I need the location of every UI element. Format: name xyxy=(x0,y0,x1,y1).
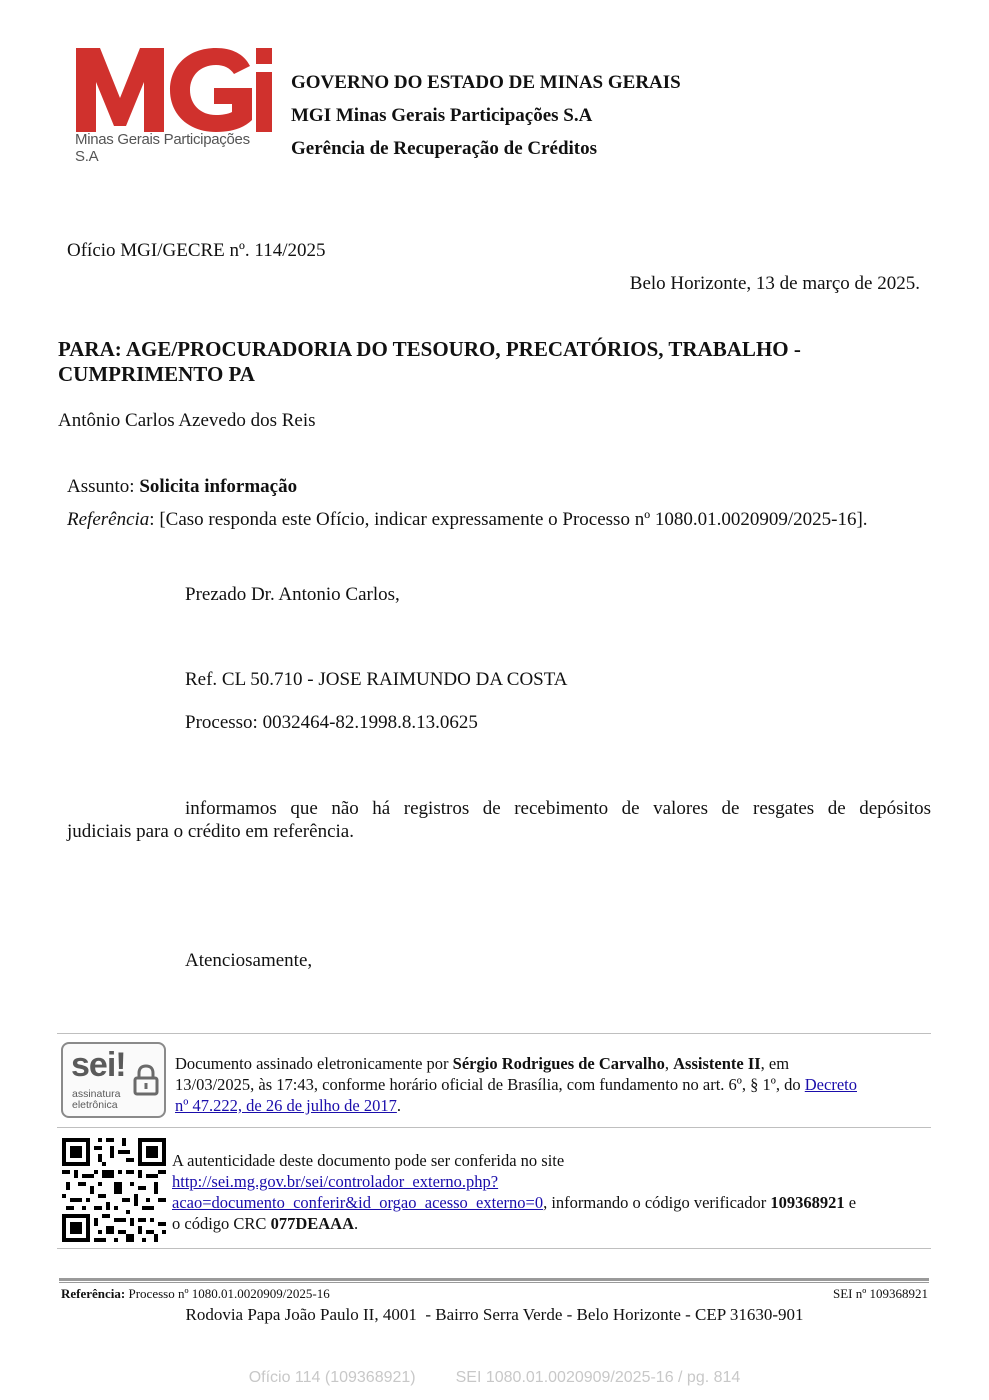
footer-sei-number: SEI nº 109368921 xyxy=(832,1286,928,1301)
page-watermark: Ofício 114 (109368921) SEI 1080.01.0020909/2025-16 / pg. 814 xyxy=(248,1369,741,1386)
qr-code-icon xyxy=(62,1138,166,1242)
para-line-1: PARA: AGE/PROCURADORIA DO TESOURO, PRECATÓRIOS, TRABALHO - xyxy=(58,337,801,361)
verification-url[interactable]: http://sei.mg.gov.br/sei/controlador_externo.php? xyxy=(172,1172,499,1191)
decree-link-cont[interactable]: nº 47.222, de 26 de julho de 2017 xyxy=(175,1096,397,1115)
recipient-name: Antônio Carlos Azevedo dos Reis xyxy=(58,410,316,431)
footer-address: Rodovia Papa João Paulo II, 4001 - Bairro Serra Verde - Belo Horizonte - CEP 31630-901 xyxy=(185,1305,804,1324)
decree-link[interactable]: Decreto xyxy=(804,1075,857,1094)
body-line-2: judiciais para o crédito em referência. xyxy=(67,821,354,842)
footer-reference xyxy=(61,1286,330,1302)
authenticity-line-1: A autenticidade deste documento pode ser conferida no site xyxy=(172,1151,565,1170)
body-line-1: informamos que não há registros de recebimento de valores de resgates de depósitos xyxy=(185,798,931,819)
reference-label: Referência xyxy=(67,509,150,530)
sei-logo-text: sei! xyxy=(71,1046,126,1084)
signature-prefix: Documento assinado eletronicamente por xyxy=(175,1054,453,1073)
authenticity-line-3 xyxy=(172,1192,931,1213)
ref-cl: Ref. CL 50.710 - JOSE RAIMUNDO DA COSTA xyxy=(185,669,568,690)
header-company: MGI Minas Gerais Participações S.A xyxy=(291,105,593,126)
conjunction: e xyxy=(844,1193,857,1212)
divider xyxy=(57,1033,931,1034)
period: . xyxy=(353,1214,359,1233)
authenticity-line-4 xyxy=(172,1213,931,1234)
separator: , xyxy=(664,1054,674,1073)
sei-logo-sub-1: assinatura xyxy=(72,1088,121,1100)
process-number: Processo: 0032464-82.1998.8.13.0625 xyxy=(185,712,478,733)
header-government: GOVERNO DO ESTADO DE MINAS GERAIS xyxy=(291,72,681,93)
signature-line-2 xyxy=(175,1074,931,1095)
date-line: Belo Horizonte, 13 de março de 2025. xyxy=(629,273,920,294)
signature-line-1 xyxy=(175,1053,931,1074)
footer-rule xyxy=(59,1282,929,1283)
greeting: Prezado Dr. Antonio Carlos, xyxy=(185,584,400,605)
header-department: Gerência de Recuperação de Créditos xyxy=(291,138,598,159)
crc-label: o código CRC xyxy=(172,1214,271,1233)
subject-value: Solicita informação xyxy=(139,476,298,497)
logo-caption: Minas Gerais Participações S.A xyxy=(75,131,250,165)
closing: Atenciosamente, xyxy=(185,950,313,971)
divider xyxy=(57,1248,931,1249)
crc-code: 077DEAAA xyxy=(270,1214,354,1233)
para-line-2: CUMPRIMENTO PA xyxy=(58,362,255,386)
divider xyxy=(57,1127,931,1128)
lock-icon xyxy=(133,1064,159,1096)
signature-basis: 13/03/2025, às 17:43, conforme horário oficial de Brasília, com fundamento no art. 6º, § 1º, do xyxy=(175,1075,805,1094)
footer-reference-label: Referência: xyxy=(61,1286,126,1301)
verifier-code: 109368921 xyxy=(770,1193,845,1212)
signature-text xyxy=(175,1053,931,1116)
subject-label: Assunto: xyxy=(67,476,140,497)
sei-logo-sub-2: eletrônica xyxy=(72,1099,118,1111)
signature-line-3 xyxy=(175,1095,931,1116)
period: . xyxy=(396,1096,402,1115)
verification-url-cont[interactable]: acao=documento_conferir&id_orgao_acesso_externo=0 xyxy=(172,1193,544,1212)
subject-line xyxy=(67,475,297,498)
oficio-number: Ofício MGI/GECRE nº. 114/2025 xyxy=(67,240,326,261)
signature-suffix: , em xyxy=(760,1054,790,1073)
signer-role: Assistente II xyxy=(673,1054,761,1073)
sei-signature-logo xyxy=(61,1042,166,1118)
mgi-logo-mark xyxy=(74,44,274,134)
reference-text: : [Caso responda este Ofício, indicar expressamente o Processo nº 1080.01.0020909/2025-16]. xyxy=(149,509,868,530)
reference-line xyxy=(67,508,868,531)
authenticity-text xyxy=(172,1150,931,1234)
verifier-label: , informando o código verificador xyxy=(543,1193,771,1212)
footer-rule xyxy=(59,1278,929,1281)
footer-reference-value: Processo nº 1080.01.0020909/2025-16 xyxy=(125,1286,330,1301)
signer-name: Sérgio Rodrigues de Carvalho xyxy=(452,1054,665,1073)
